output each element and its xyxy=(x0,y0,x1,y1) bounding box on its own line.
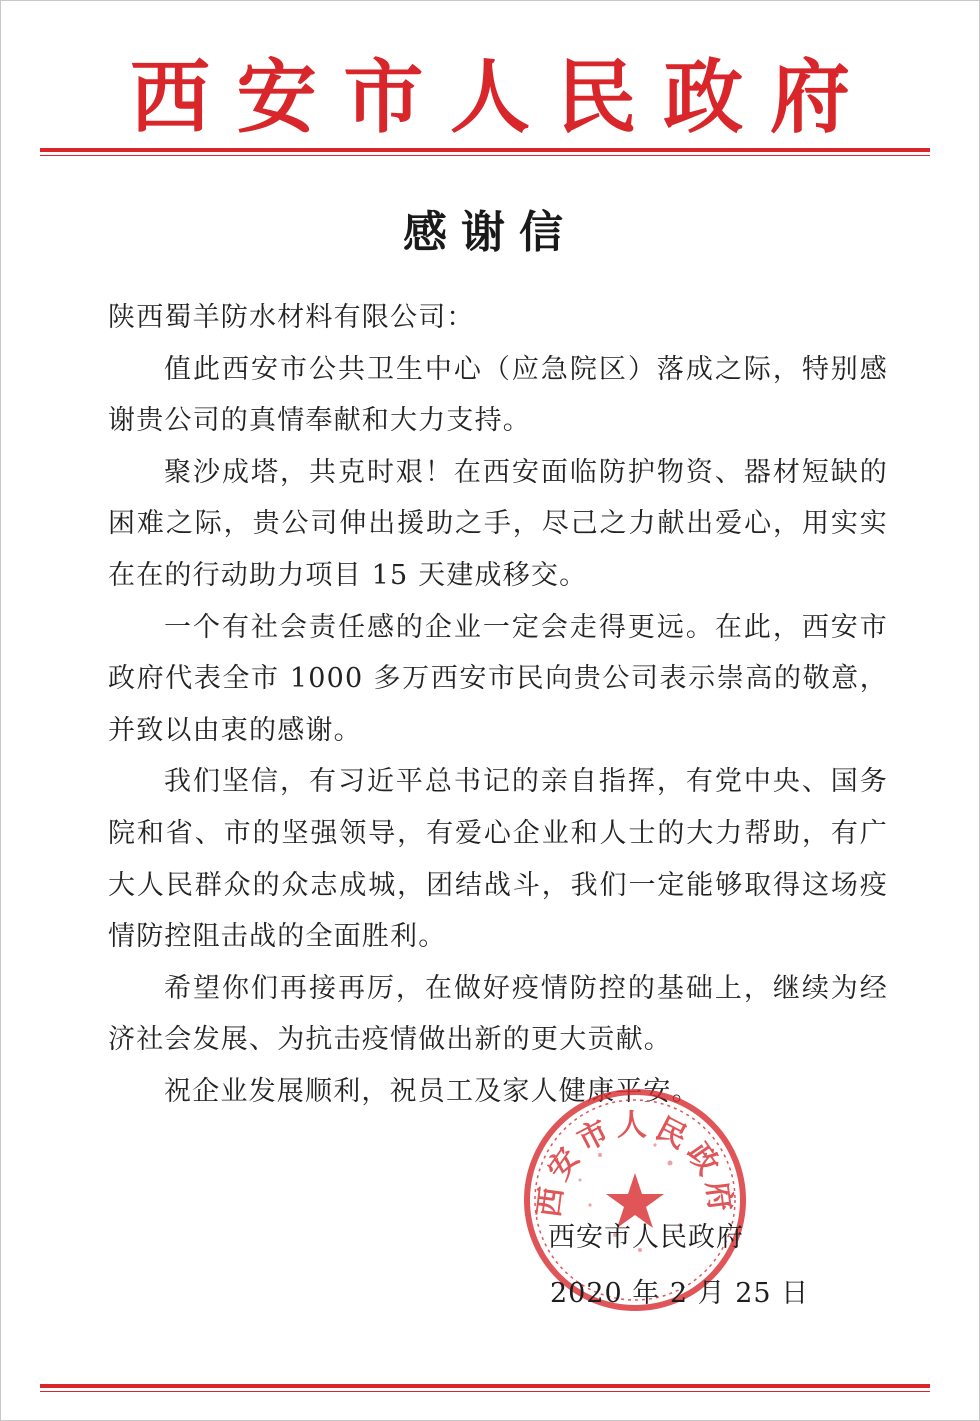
salutation: 陕西蜀羊防水材料有限公司： xyxy=(108,302,475,333)
letter-body xyxy=(108,292,888,1118)
letterhead-char: 市 xyxy=(343,50,424,144)
letterhead-char: 府 xyxy=(769,50,850,144)
signature-date: 2020 年 2 月 25 日 xyxy=(550,1278,810,1309)
letterhead-char: 安 xyxy=(236,50,317,144)
paragraph: 希望你们再接再厉，在做好疫情防控的基础上，继续为经济社会发展、为抗击疫情做出新的更大贡献。 xyxy=(108,972,888,1056)
signature-organization: 西安市人民政府 xyxy=(548,1222,744,1253)
paragraph: 值此西安市公共卫生中心（应急院区）落成之际，特别感谢贵公司的真情奉献和大力支持。 xyxy=(108,353,888,437)
paragraph: 祝企业发展顺利，祝员工及家人健康平安。 xyxy=(164,1075,700,1107)
footer-red-rule xyxy=(40,1384,930,1388)
document-title: 感谢信 xyxy=(403,207,577,258)
header-thin-rule xyxy=(40,155,930,156)
letterhead xyxy=(130,52,850,142)
letterhead-char: 民 xyxy=(556,50,637,144)
paragraph: 一个有社会责任感的企业一定会走得更远。在此，西安市政府代表全市 1000 多万西安市民向贵公司表示崇高的敬意，并致以由衷的感谢。 xyxy=(108,611,888,746)
paragraph: 我们坚信，有习近平总书记的亲自指挥，有党中央、国务院和省、市的坚强领导，有爱心企业和人士的大力帮助，有广大人民群众的众志成城，团结战斗，我们一定能够取得这场疫情防控阻击战的全面胜利。 xyxy=(108,766,888,953)
header-red-rule xyxy=(40,148,930,152)
svg-text:西安市人民政府: 西安市人民政府 xyxy=(531,1108,739,1220)
footer-thin-rule xyxy=(40,1391,930,1392)
letterhead-char: 政 xyxy=(663,50,744,144)
paragraph: 聚沙成塔，共克时艰！在西安面临防护物资、器材短缺的困难之际，贵公司伸出援助之手，尽己之力献出爱心，用实实在在的行动助力项目 15 天建成移交。 xyxy=(108,456,888,591)
signature-block xyxy=(548,1210,809,1322)
letterhead-char: 西 xyxy=(130,50,210,144)
letterhead-char: 人 xyxy=(449,50,530,144)
